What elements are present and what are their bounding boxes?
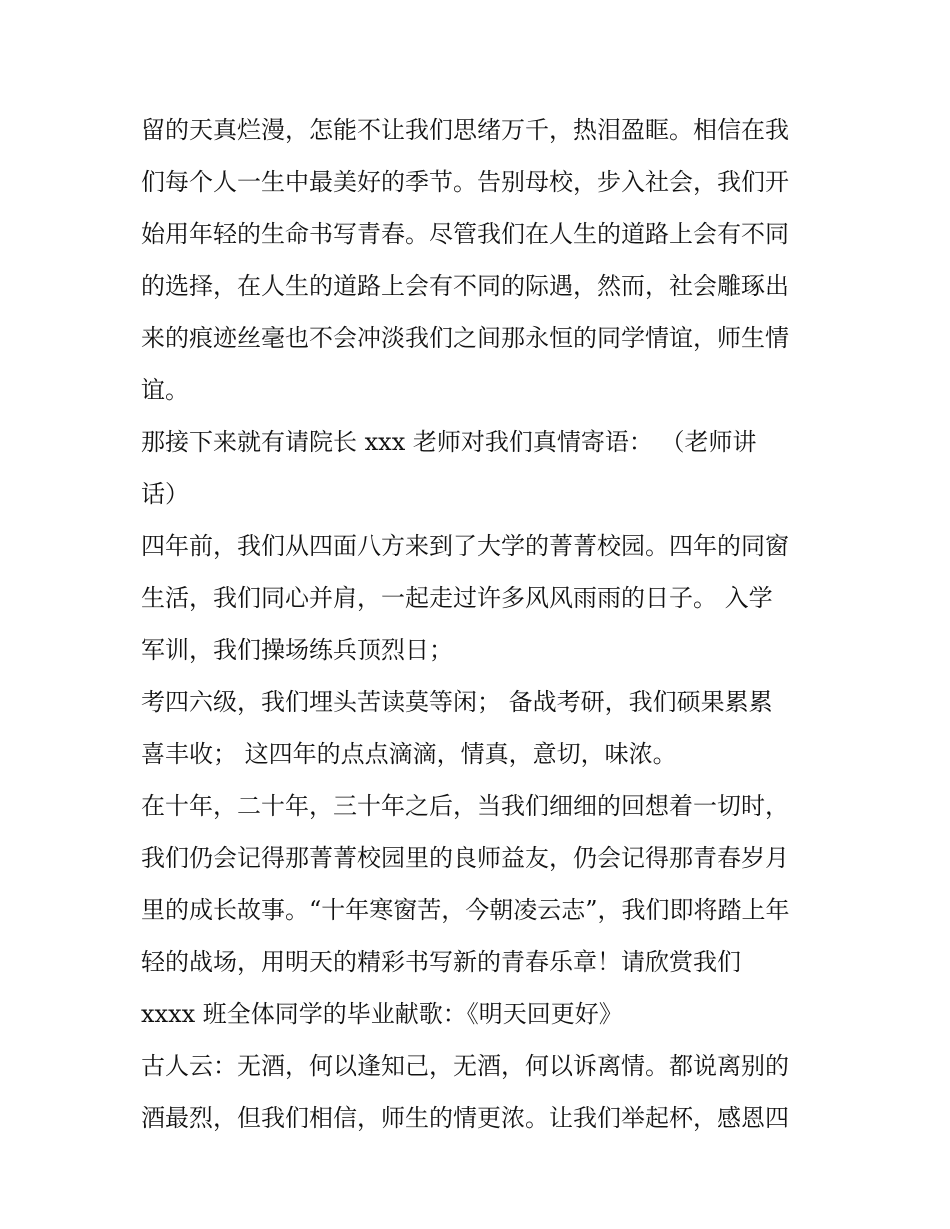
- text-line: 们每个人一生中最美好的季节。告别母校，步入社会，我们开: [141, 168, 789, 196]
- paragraph: [141, 520, 821, 676]
- text-line: 喜丰收； 这四年的点点滴滴，情真，意切，味浓。: [141, 740, 677, 768]
- paragraph: [141, 676, 821, 780]
- text-line: 的选择，在人生的道路上会有不同的际遇，然而，社会雕琢出: [141, 272, 789, 300]
- text-line: xxxx 班全体同学的毕业献歌：《明天回更好》: [141, 1000, 623, 1028]
- text-line: 留的天真烂漫，怎能不让我们思绪万千，热泪盈眶。相信在我: [141, 116, 789, 144]
- document-body: [141, 104, 821, 1144]
- text-line: 来的痕迹丝毫也不会冲淡我们之间那永恒的同学情谊，师生情: [141, 324, 789, 352]
- text-line: 酒最烈，但我们相信，师生的情更浓。让我们举起杯，感恩四: [141, 1104, 789, 1132]
- paragraph: [141, 104, 821, 416]
- text-line: 军训，我们操场练兵顶烈日；: [141, 636, 453, 664]
- text-line: 古人云：无酒，何以逢知己，无酒，何以诉离情。都说离别的: [141, 1052, 789, 1080]
- text-line: 我们仍会记得那菁菁校园里的良师益友，仍会记得那青春岁月: [141, 844, 789, 872]
- paragraph: [141, 780, 821, 1040]
- text-line: 里的成长故事。“十年寒窗苦，今朝凌云志”，我们即将踏上年: [141, 896, 790, 924]
- text-line: 话）: [141, 480, 189, 508]
- text-line: 始用年轻的生命书写青春。尽管我们在人生的道路上会有不同: [141, 220, 789, 248]
- text-line: 生活，我们同心并肩，一起走过许多风风雨雨的日子。 入学: [141, 584, 773, 612]
- paragraph: [141, 416, 821, 520]
- text-line: 考四六级，我们埋头苦读莫等闲； 备战考研，我们硕果累累: [141, 688, 773, 716]
- text-line: 轻的战场，用明天的精彩书写新的青春乐章！请欣赏我们: [141, 948, 741, 976]
- text-line: 谊。: [141, 376, 189, 404]
- text-line: 那接下来就有请院长 xxx 老师对我们真情寄语： （老师讲: [141, 428, 757, 456]
- paragraph: [141, 1040, 821, 1144]
- text-line: 在十年，二十年，三十年之后，当我们细细的回想着一切时，: [141, 792, 789, 820]
- text-line: 四年前，我们从四面八方来到了大学的菁菁校园。四年的同窗: [141, 532, 789, 560]
